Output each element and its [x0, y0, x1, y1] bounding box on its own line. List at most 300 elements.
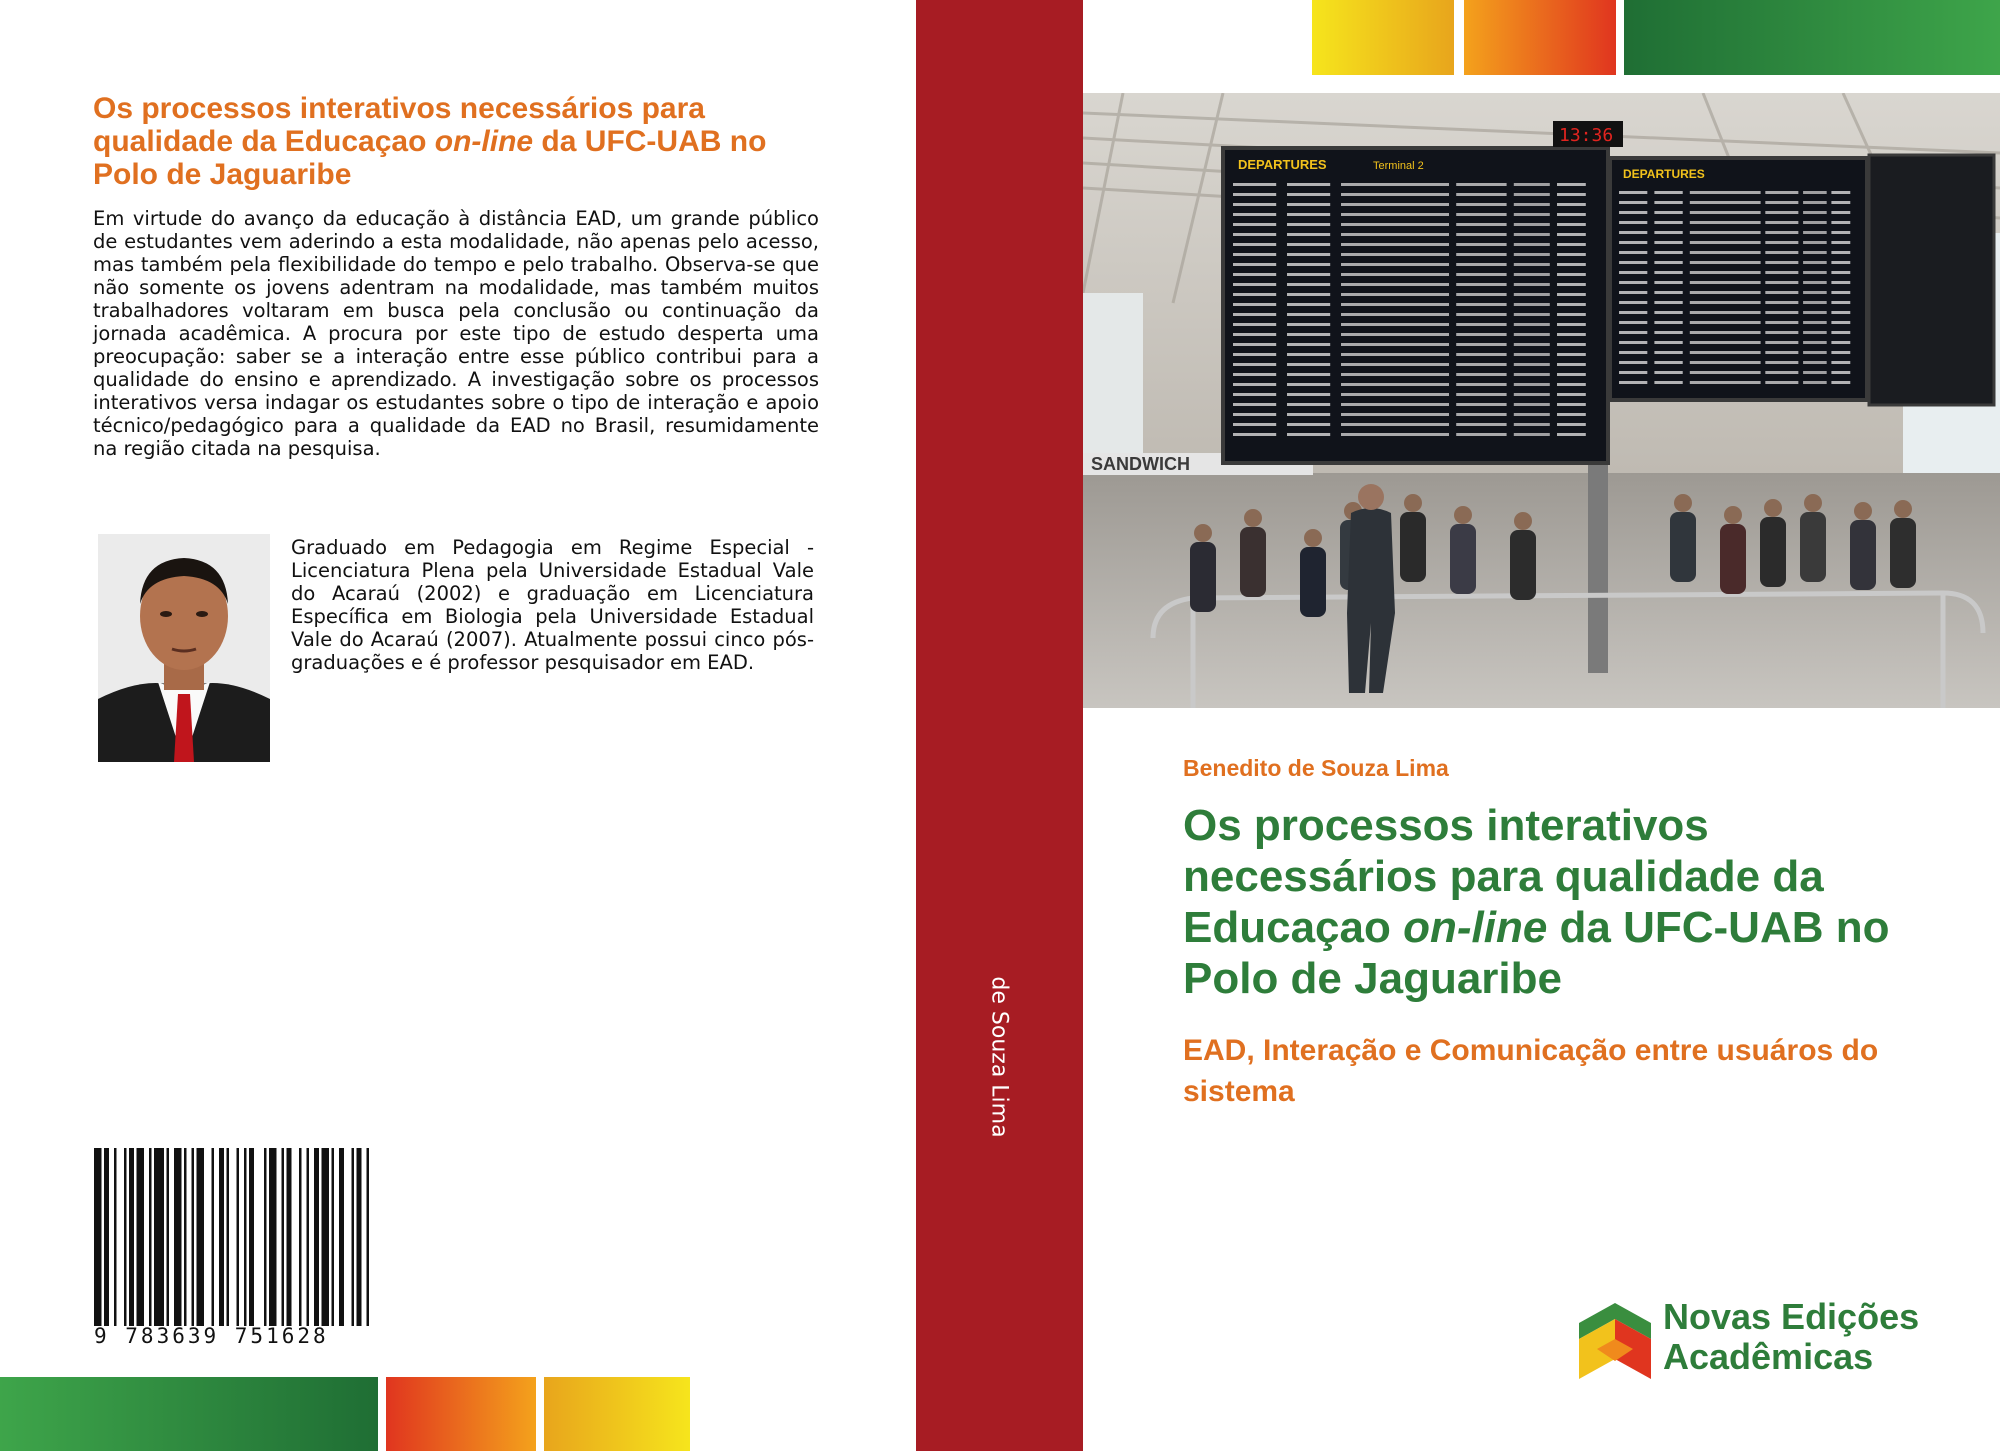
board-row-text — [1514, 383, 1550, 386]
board-row-text — [1456, 363, 1506, 366]
board-row-text — [1514, 393, 1550, 396]
board-row-text — [1287, 223, 1330, 226]
board-row-text — [1456, 403, 1506, 406]
barcode-bar — [167, 1148, 170, 1326]
board-row-text — [1557, 423, 1586, 426]
author-bio: Graduado em Pedagogia em Regime Especial - Licenciatura Plena pela Universidade Estadual Vale do Acaraú (2002) e graduação em Licenciatura Específica em Biologia pela Universidade Estadual Vale do Acaraú (2007). Atualmente possui cinco pós-graduações e é professor pesquisador em EAD. — [291, 536, 814, 674]
board-row-text — [1654, 361, 1682, 364]
person-body — [1450, 524, 1476, 594]
board-row-text — [1831, 371, 1850, 374]
board-row-text — [1514, 373, 1550, 376]
board-row-text — [1619, 331, 1647, 334]
board-row-text — [1654, 281, 1682, 284]
board-row-text — [1831, 211, 1850, 214]
board-row-text — [1557, 273, 1586, 276]
board-header: DEPARTURES — [1238, 157, 1327, 172]
board-row-text — [1557, 303, 1586, 306]
board-row-text — [1287, 363, 1330, 366]
banner-text: SANDWICH — [1091, 454, 1190, 474]
board-row-text — [1557, 343, 1586, 346]
board-row-text — [1233, 223, 1276, 226]
board-row-text — [1803, 221, 1827, 224]
board-row-text — [1456, 203, 1506, 206]
barcode-bars — [94, 1148, 424, 1326]
board-row-text — [1287, 233, 1330, 236]
isbn-barcode — [94, 1148, 424, 1348]
board-row-text — [1341, 273, 1449, 276]
standing-man-head — [1358, 484, 1384, 510]
board-row-text — [1341, 343, 1449, 346]
board-row-text — [1654, 321, 1682, 324]
board-row-text — [1341, 413, 1449, 416]
board-row-text — [1803, 241, 1827, 244]
board-row-text — [1514, 243, 1550, 246]
board-row-text — [1514, 183, 1550, 186]
person-body — [1300, 547, 1326, 617]
board-row-text — [1287, 303, 1330, 306]
front-cover-title — [1183, 800, 1973, 1004]
board-row-text — [1654, 221, 1682, 224]
board-row-text — [1557, 333, 1586, 336]
board-row-text — [1341, 363, 1449, 366]
board-row-text — [1233, 423, 1276, 426]
barcode-bar — [197, 1148, 205, 1326]
barcode-bar — [332, 1148, 335, 1326]
board-row-text — [1619, 341, 1647, 344]
book-spine — [916, 0, 1083, 1451]
board-row-text — [1456, 423, 1506, 426]
publisher-name-line2: Acadêmicas — [1663, 1336, 1874, 1377]
board-row-text — [1341, 203, 1449, 206]
board-row-text — [1456, 353, 1506, 356]
board-row-text — [1654, 191, 1682, 194]
board-row-text — [1619, 191, 1647, 194]
board-header-right: DEPARTURES — [1623, 167, 1705, 181]
board-row-text — [1557, 183, 1586, 186]
board-row-text — [1765, 251, 1798, 254]
board-row-text — [1831, 361, 1850, 364]
board-row-text — [1287, 413, 1330, 416]
board-row-text — [1233, 203, 1276, 206]
board-row-text — [1341, 253, 1449, 256]
person-head — [1894, 500, 1912, 518]
airport-hall-image — [1083, 93, 2000, 708]
person-body — [1720, 524, 1746, 594]
barcode-bar — [174, 1148, 182, 1326]
barcode-bar — [269, 1148, 277, 1326]
board-row-text — [1557, 323, 1586, 326]
barcode-bar — [367, 1148, 370, 1326]
barcode-bar — [219, 1148, 224, 1326]
board-row-text — [1456, 373, 1506, 376]
board-row-text — [1287, 423, 1330, 426]
barcode-bar — [249, 1148, 254, 1326]
board-row-text — [1456, 233, 1506, 236]
board-row-text — [1765, 371, 1798, 374]
person-body — [1850, 520, 1876, 590]
board-row-text — [1831, 221, 1850, 224]
board-row-text — [1765, 331, 1798, 334]
board-row-text — [1233, 193, 1276, 196]
board-row-text — [1456, 413, 1506, 416]
board-row-text — [1557, 193, 1586, 196]
board-row-text — [1287, 213, 1330, 216]
board-row-text — [1514, 313, 1550, 316]
board-row-text — [1831, 341, 1850, 344]
board-row-text — [1456, 323, 1506, 326]
board-row-text — [1287, 333, 1330, 336]
board-row-text — [1233, 403, 1276, 406]
board-row-text — [1341, 263, 1449, 266]
board-row-text — [1287, 343, 1330, 346]
board-row-text — [1341, 183, 1449, 186]
board-row-text — [1765, 211, 1798, 214]
top-color-bar — [1312, 0, 2000, 75]
board-row-text — [1233, 303, 1276, 306]
board-row-text — [1557, 383, 1586, 386]
board-row-text — [1341, 283, 1449, 286]
board-terminal: Terminal 2 — [1373, 160, 1424, 172]
board-row-text — [1456, 273, 1506, 276]
title-text: da UFC-UAB no Polo de Jaguaribe — [93, 125, 767, 191]
board-row-text — [1287, 203, 1330, 206]
board-row-text — [1831, 241, 1850, 244]
person-body — [1400, 512, 1426, 582]
board-row-text — [1690, 351, 1761, 354]
barcode-bar — [114, 1148, 117, 1326]
board-row-text — [1341, 193, 1449, 196]
board-row-text — [1233, 313, 1276, 316]
person-head — [1854, 502, 1872, 520]
green-block — [1624, 0, 2000, 75]
board-row-text — [1233, 253, 1276, 256]
board-row-text — [1233, 273, 1276, 276]
board-row-text — [1654, 201, 1682, 204]
spine-author: de Souza Lima — [986, 976, 1012, 1138]
person-body — [1760, 517, 1786, 587]
board-row-text — [1514, 193, 1550, 196]
board-row-text — [1654, 381, 1682, 384]
board-row-text — [1557, 223, 1586, 226]
person-body — [1510, 530, 1536, 600]
barcode-bar — [137, 1148, 145, 1326]
person-body — [1670, 512, 1696, 582]
barcode-bar — [154, 1148, 164, 1326]
barcode-bar — [192, 1148, 195, 1326]
board-row-text — [1514, 223, 1550, 226]
board-row-text — [1803, 291, 1827, 294]
board-row-text — [1690, 191, 1761, 194]
title-text: da UFC-UAB no Polo de Jaguaribe — [1183, 903, 1890, 1003]
board-row-text — [1831, 351, 1850, 354]
board-row-text — [1654, 211, 1682, 214]
board-row-text — [1803, 341, 1827, 344]
board-row-text — [1690, 371, 1761, 374]
board-row-text — [1654, 301, 1682, 304]
board-row-text — [1557, 213, 1586, 216]
board-row-text — [1456, 393, 1506, 396]
board-row-text — [1765, 341, 1798, 344]
board-row-text — [1654, 261, 1682, 264]
person-body — [1890, 518, 1916, 588]
board-row-text — [1233, 183, 1276, 186]
board-row-text — [1765, 191, 1798, 194]
board-row-text — [1233, 243, 1276, 246]
board-row-text — [1456, 293, 1506, 296]
orange-block — [386, 1377, 536, 1451]
board-row-text — [1514, 253, 1550, 256]
board-row-text — [1654, 351, 1682, 354]
board-row-text — [1690, 241, 1761, 244]
board-row-text — [1831, 191, 1850, 194]
board-row-text — [1803, 251, 1827, 254]
board-row-text — [1514, 283, 1550, 286]
board-row-text — [1765, 291, 1798, 294]
board-row-text — [1803, 191, 1827, 194]
board-row-text — [1803, 361, 1827, 364]
board-row-text — [1557, 363, 1586, 366]
board-row-text — [1287, 313, 1330, 316]
board-row-text — [1341, 233, 1449, 236]
board-row-text — [1690, 301, 1761, 304]
board-row-text — [1803, 281, 1827, 284]
board-clock: 13:36 — [1559, 125, 1614, 146]
barcode-bar — [299, 1148, 302, 1326]
yellow-block — [544, 1377, 690, 1451]
board-row-text — [1557, 233, 1586, 236]
board-row-text — [1557, 253, 1586, 256]
board-row-text — [1690, 321, 1761, 324]
board-row-text — [1514, 333, 1550, 336]
board-row-text — [1619, 271, 1647, 274]
publisher-logo-icon — [1575, 1299, 1655, 1381]
board-row-text — [1803, 371, 1827, 374]
title-italic-text: on-line — [434, 125, 534, 158]
board-row-text — [1765, 351, 1798, 354]
board-row-text — [1831, 271, 1850, 274]
board-row-text — [1557, 433, 1586, 436]
board-row-text — [1765, 201, 1798, 204]
board-row-text — [1654, 331, 1682, 334]
board-row-text — [1514, 343, 1550, 346]
board-row-text — [1456, 253, 1506, 256]
board-row-text — [1557, 263, 1586, 266]
board-row-text — [1287, 183, 1330, 186]
board-row-text — [1803, 321, 1827, 324]
board-row-text — [1765, 381, 1798, 384]
board-row-text — [1690, 271, 1761, 274]
board-row-text — [1456, 223, 1506, 226]
barcode-bar — [237, 1148, 240, 1326]
barcode-bar — [212, 1148, 215, 1326]
yellow-block — [1312, 0, 1454, 75]
person-body — [1800, 512, 1826, 582]
board-row-text — [1619, 381, 1647, 384]
board-row-text — [1341, 423, 1449, 426]
board-row-text — [1654, 241, 1682, 244]
barcode-bar — [287, 1148, 292, 1326]
publisher-name — [1663, 1297, 1919, 1377]
board-row-text — [1287, 353, 1330, 356]
board-row-text — [1233, 333, 1276, 336]
board-row-text — [1233, 233, 1276, 236]
board-row-text — [1341, 313, 1449, 316]
board-row-text — [1341, 373, 1449, 376]
board-row-text — [1341, 433, 1449, 436]
person-head — [1514, 512, 1532, 530]
person-head — [1764, 499, 1782, 517]
board-row-text — [1619, 221, 1647, 224]
board-row-text — [1341, 383, 1449, 386]
board-row-text — [1654, 251, 1682, 254]
board-row-text — [1233, 323, 1276, 326]
board-row-text — [1233, 283, 1276, 286]
board-row-text — [1831, 321, 1850, 324]
board-row-text — [1803, 211, 1827, 214]
board-row-text — [1831, 291, 1850, 294]
board-row-text — [1690, 211, 1761, 214]
board-row-text — [1341, 293, 1449, 296]
board-row-text — [1233, 353, 1276, 356]
board-row-text — [1765, 261, 1798, 264]
person-body — [1240, 527, 1266, 597]
board-row-text — [1287, 433, 1330, 436]
board-row-text — [1654, 341, 1682, 344]
person-head — [1304, 529, 1322, 547]
board-row-text — [1765, 231, 1798, 234]
board-row-text — [1803, 311, 1827, 314]
board-row-text — [1456, 383, 1506, 386]
board-row-text — [1514, 203, 1550, 206]
board-row-text — [1690, 231, 1761, 234]
board-row-text — [1803, 231, 1827, 234]
title-italic-text: on-line — [1403, 903, 1548, 952]
board-row-text — [1514, 263, 1550, 266]
person-head — [1454, 506, 1472, 524]
board-row-text — [1619, 261, 1647, 264]
isbn-number: 9 783639 751628 — [94, 1324, 329, 1348]
person-head — [1724, 506, 1742, 524]
board-row-text — [1514, 213, 1550, 216]
front-cover-author: Benedito de Souza Lima — [1183, 755, 1449, 781]
person-head — [1194, 524, 1212, 542]
board-row-text — [1456, 183, 1506, 186]
board-row-text — [1456, 303, 1506, 306]
board-row-text — [1619, 251, 1647, 254]
board-row-text — [1233, 433, 1276, 436]
person-head — [1244, 509, 1262, 527]
board-row-text — [1514, 363, 1550, 366]
barcode-bar — [339, 1148, 344, 1326]
barcode-bar — [307, 1148, 310, 1326]
barcode-bar — [282, 1148, 285, 1326]
board-row-text — [1287, 283, 1330, 286]
board-row-text — [1619, 211, 1647, 214]
title-text: Os processos interativos necessários para qualidade da Educaçao — [1183, 801, 1824, 952]
board-row-text — [1341, 213, 1449, 216]
board-row-text — [1233, 393, 1276, 396]
board-row-text — [1619, 241, 1647, 244]
board-row-text — [1690, 201, 1761, 204]
title-text: Os processos interativos necessários para qualidade da Educaçao — [93, 92, 705, 158]
board-row-text — [1765, 281, 1798, 284]
board-row-text — [1654, 291, 1682, 294]
board-row-text — [1341, 243, 1449, 246]
board-row-text — [1831, 301, 1850, 304]
board-row-text — [1287, 243, 1330, 246]
board-row-text — [1765, 301, 1798, 304]
board-row-text — [1456, 243, 1506, 246]
board-row-text — [1619, 371, 1647, 374]
board-row-text — [1619, 361, 1647, 364]
board-row-text — [1233, 293, 1276, 296]
board-row-text — [1514, 293, 1550, 296]
board-row-text — [1287, 383, 1330, 386]
barcode-bar — [129, 1148, 134, 1326]
board-row-text — [1341, 353, 1449, 356]
board-row-text — [1514, 403, 1550, 406]
board-row-text — [1619, 231, 1647, 234]
board-row-text — [1765, 321, 1798, 324]
board-row-text — [1654, 271, 1682, 274]
board-row-text — [1557, 313, 1586, 316]
barcode-bar — [184, 1148, 187, 1326]
board-row-text — [1690, 331, 1761, 334]
board-row-text — [1456, 193, 1506, 196]
back-cover-title — [93, 92, 833, 191]
board-row-text — [1456, 283, 1506, 286]
barcode-bar — [124, 1148, 127, 1326]
board-row-text — [1654, 371, 1682, 374]
board-row-text — [1557, 353, 1586, 356]
barcode-bar — [227, 1148, 230, 1326]
board-row-text — [1456, 433, 1506, 436]
board-row-text — [1341, 223, 1449, 226]
board-row-text — [1557, 393, 1586, 396]
board-row-text — [1690, 251, 1761, 254]
board-row-text — [1557, 413, 1586, 416]
barcode-bar — [244, 1148, 247, 1326]
board-row-text — [1514, 413, 1550, 416]
board-row-text — [1654, 311, 1682, 314]
board-row-text — [1287, 263, 1330, 266]
board-row-text — [1619, 281, 1647, 284]
board-row-text — [1456, 263, 1506, 266]
board-row-text — [1287, 293, 1330, 296]
board-row-text — [1619, 301, 1647, 304]
board-row-text — [1557, 403, 1586, 406]
board-row-text — [1765, 311, 1798, 314]
board-row-text — [1690, 361, 1761, 364]
board-row-text — [1690, 311, 1761, 314]
board-row-text — [1803, 271, 1827, 274]
board-row-text — [1456, 213, 1506, 216]
green-block — [0, 1377, 378, 1451]
board-row-text — [1765, 221, 1798, 224]
barcode-bar — [357, 1148, 362, 1326]
board-row-text — [1456, 333, 1506, 336]
board-row-text — [1690, 261, 1761, 264]
board-row-text — [1514, 303, 1550, 306]
board-row-text — [1690, 341, 1761, 344]
person-head — [1404, 494, 1422, 512]
board-row-text — [1287, 403, 1330, 406]
barcode-bar — [322, 1148, 330, 1326]
publisher-name-line1: Novas Edições — [1663, 1296, 1920, 1337]
board-row-text — [1619, 201, 1647, 204]
board-row-text — [1831, 201, 1850, 204]
orange-block — [1464, 0, 1616, 75]
